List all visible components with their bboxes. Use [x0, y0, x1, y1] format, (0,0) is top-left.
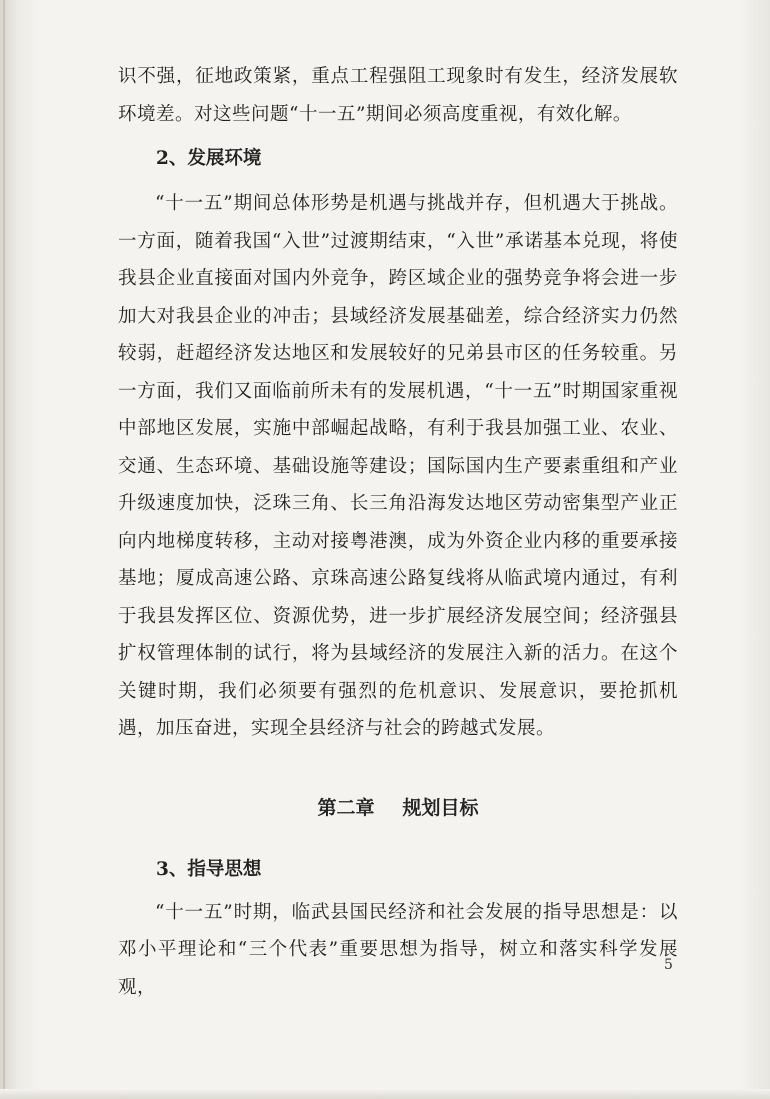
chapter-name: 规划目标 [402, 796, 479, 819]
section-heading-guiding-ideology: 3、指导思想 [156, 858, 262, 880]
page-number: 5 [664, 957, 673, 973]
chapter-number: 第二章 [317, 796, 375, 819]
scan-edge [3, 0, 5, 1099]
continuation-paragraph: 识不强，征地政策紧，重点工程强阻工现象时有发生，经济发展软环境差。对这些问题“十一五”期间必须高度重视，有效化解。 [118, 66, 678, 125]
development-environment-paragraph: “十一五”期间总体形势是机遇与挑战并存，但机遇大于挑战。一方面，随着我国“入世”过渡期结束，“入世”承诺基本兑现，将使我县企业直接面对国内外竞争，跨区域企业的强势竞争将会进一步加大对我县企业的冲击；县域经济发展基础差，综合经济实力仍然较弱，赶超经济发达地区和发展较好的兄弟县市区的任务较重。另一方面，我们又面临前所未有的发展机遇，“十一五”时期国家重视中部地区发展，实施中部崛起战略，有利于我县加强工业、农业、交通、生态环境、基础设施等建设；国际国内生产要素重组和产业升级速度加快，泛珠三角、长三角沿海发达地区劳动密集型产业正向内地梯度转移，主动对接粤港澳，成为外资企业内移的重要承接基地；厦成高速公路、京珠高速公路复线将从临武境内通过，有利于我县发挥区位、资源优势，进一步扩展经济发展空间；经济强县扩权管理体制的试行，将为县域经济的发展注入新的活力。在这个关键时期，我们必须要有强烈的危机意识、发展意识，要抢抓机遇，加压奋进，实现全县经济与社会的跨越式发展。 [118, 193, 678, 739]
chapter-title [118, 788, 678, 828]
section-heading-development-environment: 2、发展环境 [156, 148, 262, 169]
guiding-ideology-paragraph: “十一五”时期，临武县国民经济和社会发展的指导思想是：以邓小平理论和“三个代表”重要思想为指导，树立和落实科学发展观， [118, 901, 678, 998]
document-body [118, 58, 678, 1006]
scan-bottom-edge [0, 1089, 770, 1099]
